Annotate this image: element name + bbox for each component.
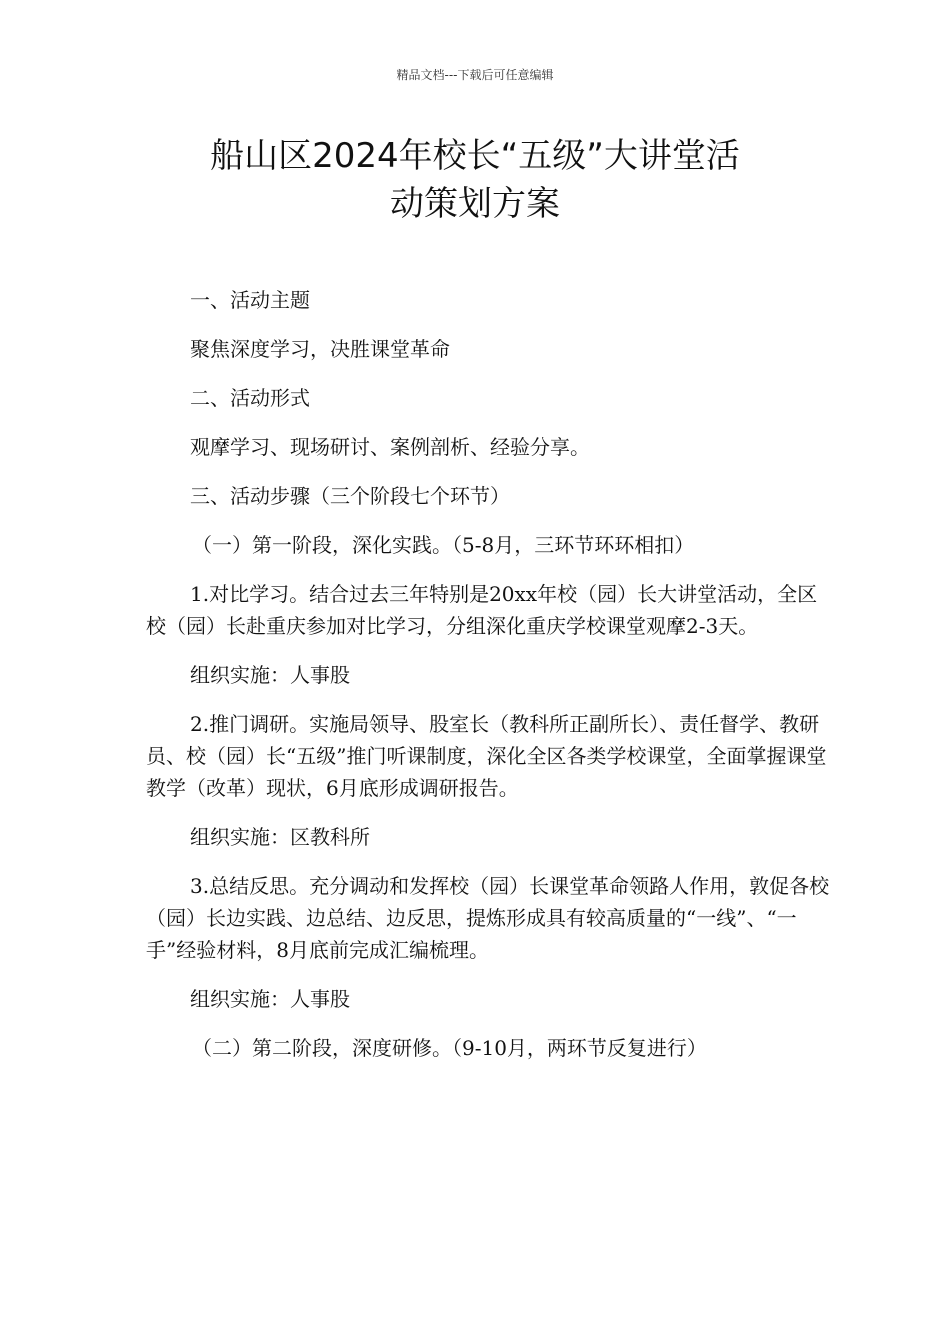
- stage-heading-2: （二）第二阶段，深度研修。（9-10月，两环节反复进行）: [192, 1036, 707, 1060]
- paragraph-step-3: 3.总结反思。充分调动和发挥校（园）长课堂革命领路人作用，敦促各校（园）长边实践、边总结、边反思，提炼形成具有较高质量的“一线”、“一手”经验材料，8月底前完成汇编梳理。: [146, 874, 830, 962]
- stage-heading-1: （一）第一阶段，深化实践。（5-8月，三环节环环相扣）: [192, 533, 695, 557]
- paragraph-step-1: 1.对比学习。结合过去三年特别是20xx年校（园）长大讲堂活动，全区校（园）长赴重庆参加对比学习，分组深化重庆学校课堂观摩2-3天。: [146, 582, 818, 638]
- paragraph-format: 观摩学习、现场研讨、案例剖析、经验分享。: [190, 435, 590, 459]
- document-title: [100, 132, 850, 228]
- paragraph-step-2: 2.推门调研。实施局领导、股室长（教科所正副所长）、责任督学、教研员、校（园）长“五级”推门听课制度，深化全区各类学校课堂，全面掌握课堂教学（改革）现状，6月底形成调研报告。: [146, 712, 827, 800]
- section-heading-format: 二、活动形式: [190, 386, 310, 410]
- paragraph-theme: 聚焦深度学习，决胜课堂革命: [190, 337, 450, 361]
- section-heading-theme: 一、活动主题: [190, 288, 310, 312]
- page-header-note: 精品文档---下载后可任意编辑: [396, 68, 554, 82]
- document-body: [146, 284, 836, 1081]
- paragraph-organizer-2: 组织实施：区教科所: [190, 825, 370, 849]
- section-heading-steps: 三、活动步骤（三个阶段七个环节）: [190, 484, 510, 508]
- paragraph-organizer-1: 组织实施：人事股: [190, 663, 350, 687]
- title-line-2: 动策划方案: [390, 184, 560, 224]
- title-line-1: 船山区2024年校长“五级”大讲堂活: [210, 136, 740, 176]
- paragraph-organizer-3: 组织实施：人事股: [190, 987, 350, 1011]
